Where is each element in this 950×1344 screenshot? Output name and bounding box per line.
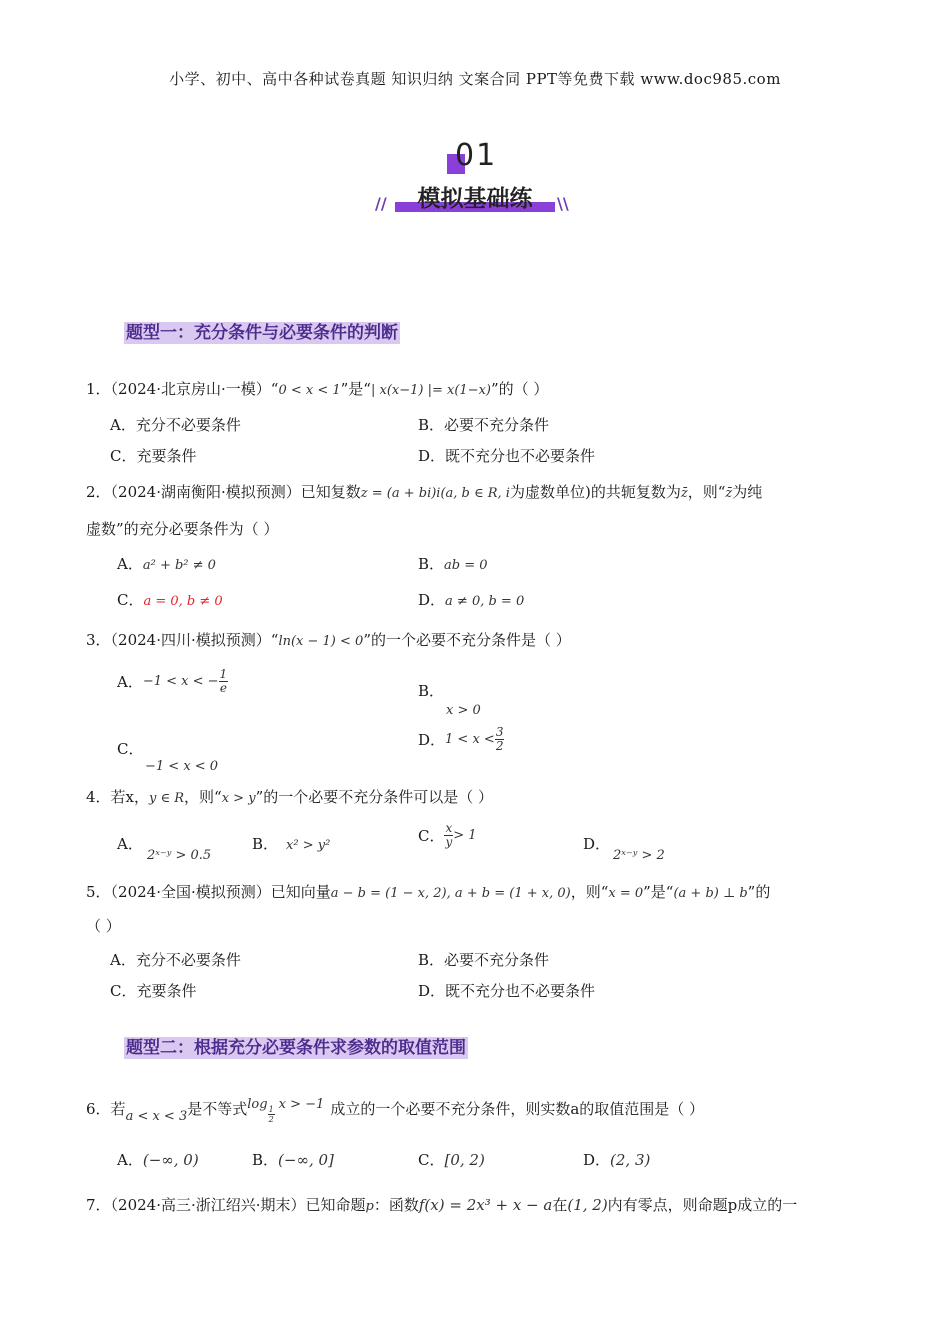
option-d[interactable]: D．既不充分也不必要条件 [418, 982, 596, 1000]
question-text: （2024·高三·浙江绍兴·期末）已知命题 [110, 1196, 366, 1214]
question-text: ”的（ ） [490, 380, 549, 398]
math-expression: x > 0 [446, 703, 481, 718]
option-label: C． [418, 1151, 445, 1169]
option-d[interactable] [583, 1149, 650, 1170]
question-1 [86, 378, 886, 402]
option-label: B． [252, 1151, 279, 1169]
question-5 [86, 881, 886, 905]
fraction-numerator: x [445, 821, 453, 835]
question-text: （2024·湖南衡阳·模拟预测）已知复数 [110, 483, 361, 501]
question-text: 在 [552, 1196, 568, 1214]
fraction-denominator: y [445, 835, 453, 849]
question-text: 成立的一个必要不充分条件，则实数a的取值范围是（ ） [330, 1100, 705, 1118]
fraction-denominator: 2 [495, 739, 504, 753]
math-expression: 2ˣ⁻ʸ > 0.5 [147, 848, 212, 863]
correct-answer-expression: a = 0, b ≠ 0 [143, 594, 223, 609]
math-expression: ab = 0 [444, 558, 488, 573]
math-expression: 0 < x < 1 [278, 383, 341, 398]
fraction [219, 668, 229, 695]
option-label: D． [418, 731, 446, 749]
option-label: C． [418, 827, 445, 845]
option-a[interactable] [117, 668, 228, 695]
option-label: A． [117, 555, 143, 573]
fraction [444, 822, 453, 849]
fraction-numerator: 1 [219, 667, 228, 681]
math-expression: (−∞, 0] [278, 1151, 334, 1169]
left-slash-icon: // [375, 194, 387, 213]
option-a[interactable]: A．充分不必要条件 [110, 416, 241, 434]
logo-title: 模拟基础练 [417, 186, 533, 212]
option-b[interactable] [252, 833, 330, 854]
section-heading-2: 题型二：根据充分必要条件求参数的取值范围 [126, 1038, 466, 1058]
question-2-line2: 虚数”的充分必要条件为（ ） [86, 520, 279, 538]
option-label: B． [418, 555, 445, 573]
question-text: ”的一个必要不充分条件是（ ） [363, 631, 571, 649]
option-label: B． [418, 682, 445, 700]
math-expression: p [365, 1199, 374, 1214]
fraction-numerator: 1 [268, 1104, 274, 1114]
logo-number: 01 [455, 138, 498, 173]
math-expression: (−∞, 0) [142, 1151, 199, 1169]
math-expression: ln(x − 1) < 0 [278, 634, 364, 649]
question-text: ，则“ [184, 788, 222, 806]
option-c[interactable]: C．充要条件 [110, 447, 197, 465]
option-a[interactable]: A．充分不必要条件 [110, 951, 241, 969]
option-c[interactable] [418, 822, 477, 849]
right-slash-icon: \\ [557, 194, 569, 213]
option-b[interactable]: B．必要不充分条件 [418, 416, 550, 434]
option-c[interactable] [117, 589, 223, 610]
option-label: A． [117, 1151, 143, 1169]
question-text: 若 [110, 1100, 126, 1118]
question-text: ，则“ [570, 883, 609, 901]
question-text: ”的一个必要不充分条件可以是（ ） [255, 788, 494, 806]
option-a[interactable] [117, 1149, 199, 1170]
fraction-denominator: e [219, 681, 227, 695]
question-text: ”的 [747, 883, 771, 901]
option-a[interactable] [117, 553, 216, 574]
math-expression: x > −1 [278, 1097, 325, 1112]
option-d[interactable]: D．既不充分也不必要条件 [418, 447, 596, 465]
math-expression: a ≠ 0, b = 0 [445, 594, 525, 609]
option-a[interactable] [117, 833, 211, 863]
question-number: 1． [86, 380, 111, 398]
option-label: C． [117, 740, 144, 758]
math-expression: x > y [221, 791, 256, 806]
math-expression: (a + b) ⊥ b [673, 886, 748, 901]
fraction-numerator: 3 [495, 725, 504, 739]
question-number: 5． [86, 883, 111, 901]
question-4 [86, 786, 876, 810]
math-expression: > 1 [453, 828, 477, 843]
fraction [495, 726, 505, 753]
question-number: 2． [86, 483, 111, 501]
question-text: 为纯 [732, 483, 763, 501]
option-label: A． [117, 673, 143, 691]
section-heading-1: 题型一：充分条件与必要条件的判断 [126, 323, 398, 343]
question-text: ：函数 [373, 1196, 419, 1214]
math-expression: log [247, 1097, 268, 1112]
question-text: ”是“ [643, 883, 674, 901]
option-label: C． [117, 591, 144, 609]
math-expression: x = 0 [608, 886, 644, 901]
question-text: （2024·北京房山·一模）“ [110, 380, 279, 398]
option-label: A． [117, 835, 143, 853]
math-expression: [0, 2) [444, 1151, 485, 1169]
question-3 [86, 629, 876, 653]
option-b[interactable] [418, 553, 488, 574]
option-c[interactable]: C．充要条件 [110, 982, 197, 1000]
option-d[interactable] [583, 833, 665, 863]
question-number: 7． [86, 1196, 111, 1214]
math-expression: z̄ [725, 486, 733, 501]
option-label: B． [252, 835, 279, 853]
question-text: ”是“ [340, 380, 371, 398]
math-expression: x² > y² [286, 838, 331, 853]
question-text: 内有零点，则命题p成立的一 [607, 1196, 798, 1214]
question-number: 4． [86, 788, 111, 806]
option-c[interactable] [418, 1149, 485, 1170]
math-expression: a < x < 3 [125, 1109, 188, 1124]
question-number: 3． [86, 631, 111, 649]
math-expression: −1 < x < − [142, 674, 219, 689]
question-7 [86, 1194, 886, 1218]
section-logo [365, 138, 585, 228]
math-expression: f(x) = 2x³ + x − a [418, 1196, 553, 1214]
question-text: 为虚数单位)的共轭复数为 [509, 483, 681, 501]
question-text: 若x， [110, 788, 150, 806]
question-text: 是不等式 [187, 1100, 248, 1118]
question-text: ，则“ [687, 483, 726, 501]
option-b[interactable] [252, 1149, 334, 1170]
math-expression: 2ˣ⁻ʸ > 2 [613, 848, 665, 863]
option-b[interactable] [418, 680, 481, 718]
fraction-denominator: 2 [268, 1114, 274, 1124]
math-expression: | x(x−1) |= x(1−x) [370, 383, 491, 398]
math-expression: a² + b² ≠ 0 [142, 558, 216, 573]
math-expression: a − b = (1 − x, 2), a + b = (1 + x, 0) [330, 886, 571, 901]
option-b[interactable]: B．必要不充分条件 [418, 951, 550, 969]
math-expression: z̄ [680, 486, 688, 501]
site-header: 小学、初中、高中各种试卷真题 知识归纳 文案合同 PPT等免费下载 www.doc985.com [169, 70, 781, 88]
math-expression: y ∈ R [149, 791, 185, 806]
question-text: （2024·四川·模拟预测）“ [110, 631, 279, 649]
option-d[interactable] [418, 589, 524, 610]
question-text: （2024·全国·模拟预测）已知向量 [110, 883, 331, 901]
question-6 [86, 1098, 886, 1122]
math-expression: 1 < x < [445, 732, 495, 747]
question-5-line2: （ ） [86, 917, 121, 935]
option-label: D． [418, 591, 446, 609]
option-label: D． [583, 835, 611, 853]
option-c[interactable] [117, 738, 218, 774]
math-expression: −1 < x < 0 [145, 759, 219, 774]
question-2 [86, 481, 876, 505]
log-base-fraction [268, 1105, 275, 1124]
question-number: 6． [86, 1100, 111, 1118]
math-expression: (2, 3) [610, 1151, 651, 1169]
option-label: D． [583, 1151, 611, 1169]
math-expression: z = (a + bi)i(a, b ∈ R, i [360, 486, 510, 501]
math-expression: (1, 2) [567, 1196, 608, 1214]
option-d[interactable] [418, 726, 504, 753]
